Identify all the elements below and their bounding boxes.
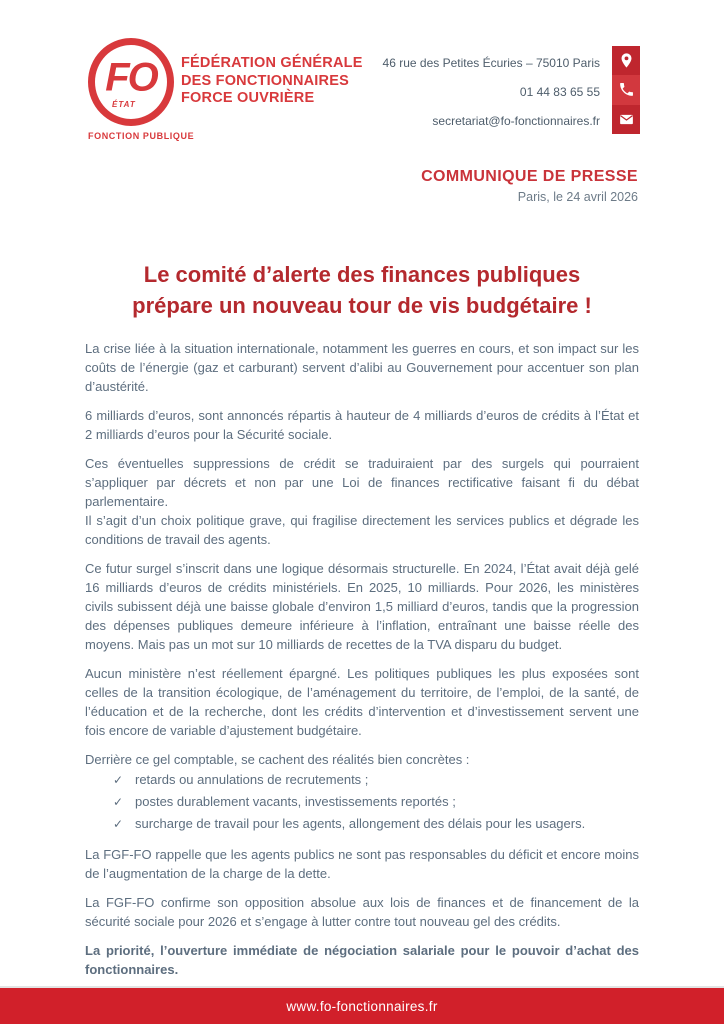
document-title <box>0 259 724 321</box>
list-item <box>85 791 639 813</box>
footer-website-link[interactable]: www.fo-fonctionnaires.fr <box>286 998 438 1014</box>
bullet-list <box>85 769 639 835</box>
org-line-1: FÉDÉRATION GÉNÉRALE <box>181 55 363 71</box>
fo-logo-etat: ÉTAT <box>112 100 136 109</box>
contact-address: 46 rue des Petites Écuries – 75010 Paris <box>382 56 600 70</box>
list-item-text: retards ou annulations de recrutements ; <box>135 772 369 787</box>
fo-logo <box>88 38 195 141</box>
paragraph: La FGF-FO rappelle que les agents publics ne sont pas responsables du déficit et encore moins de l’augmentation de la charge de la dette. <box>85 847 639 881</box>
press-release-header <box>421 168 638 204</box>
footer-bar <box>0 986 724 1024</box>
envelope-icon <box>612 105 640 134</box>
press-release-dateline: Paris, le 24 avril 2026 <box>517 190 638 204</box>
paragraph: Ces éventuelles suppressions de crédit se traduiraient par des surgels qui pourraient s’appliquer par décrets et non par une Loi de finances rectificative faisant fi du débat parlementaire. <box>85 456 639 509</box>
paragraph: 6 milliards d’euros, sont annoncés répartis à hauteur de 4 milliards d’euros de crédits à l’État et 2 milliards d’euros pour la Sécurité sociale. <box>85 408 639 442</box>
checkmark-icon: ✓ <box>113 817 124 831</box>
contact-phone: 01 44 83 65 55 <box>519 85 600 99</box>
press-release-label: COMMUNIQUE DE PRESSE <box>421 168 638 185</box>
paragraph: La crise liée à la situation internationale, notamment les guerres en cours, et son impact sur les coûts de l’énergie (gaz et carburant) servent d’alibi au Gouvernement pour accentuer son plan d’austérité. <box>85 341 639 394</box>
contact-email[interactable]: secretariat@fo-fonctionnaires.fr <box>432 114 600 128</box>
contact-info <box>280 52 600 139</box>
phone-icon <box>612 75 640 104</box>
contact-icon-bar <box>612 46 640 134</box>
fo-logo-circle <box>88 38 174 126</box>
bold-closing-line: La priorité, l’ouverture immédiate de négociation salariale pour le pouvoir d’achat des fonctionnaires. <box>85 943 639 977</box>
fo-logo-text: FO <box>105 55 157 100</box>
document-title-line-2: prépare un nouveau tour de vis budgétaire ! <box>132 293 592 318</box>
org-line-2: DES FONCTIONNAIRES <box>181 72 349 89</box>
fo-logo-subtitle: FONCTION PUBLIQUE <box>88 131 195 141</box>
list-item <box>85 813 639 835</box>
paragraph: Il s’agit d’un choix politique grave, qui fragilise directement les services publics et dégrade les conditions de travail des agents. <box>85 513 639 547</box>
list-item <box>85 769 639 791</box>
paragraph: Ce futur surgel s’inscrit dans une logique désormais structurelle. En 2024, l’État avait déjà gelé 16 milliards d’euros de crédits ministériels. En 2025, 10 milliards. Pour 2026, les ministères civils subissent déjà une baisse globale d’environ 1,5 milliard d’euros, tandis que la progression des dépenses publiques demeure inférieure à l’inflation, entraînant une baisse réelle des moyens. Mais pas un mot sur 10 milliards de recettes de la TVA disparu du budget. <box>85 561 639 652</box>
checkmark-icon: ✓ <box>113 773 124 787</box>
document-title-line-1: Le comité d’alerte des finances publiques <box>143 262 581 287</box>
org-line-3: FORCE OUVRIÈRE <box>181 90 315 106</box>
list-intro: Derrière ce gel comptable, se cachent des réalités bien concrètes : <box>85 752 470 767</box>
paragraph: La FGF-FO confirme son opposition absolue aux lois de finances et de financement de la sécurité sociale pour 2026 et s’engage à lutter contre tout nouveau gel des crédits. <box>85 895 639 929</box>
location-pin-icon <box>612 46 640 75</box>
document-body <box>85 339 639 989</box>
paragraph: Aucun ministère n’est réellement épargné. Les politiques publiques les plus exposées sont celles de la transition écologique, de l’aménagement du territoire, de l’emploi, de la santé, de l’éducation et de la recherche, dont les crédits d’intervention et d’investissement servent une fois encore de variable d’ajustement budgétaire. <box>85 666 639 738</box>
checkmark-icon: ✓ <box>113 795 124 809</box>
list-item-text: postes durablement vacants, investissements reportés ; <box>135 794 456 809</box>
list-item-text: surcharge de travail pour les agents, allongement des délais pour les usagers. <box>135 816 586 831</box>
